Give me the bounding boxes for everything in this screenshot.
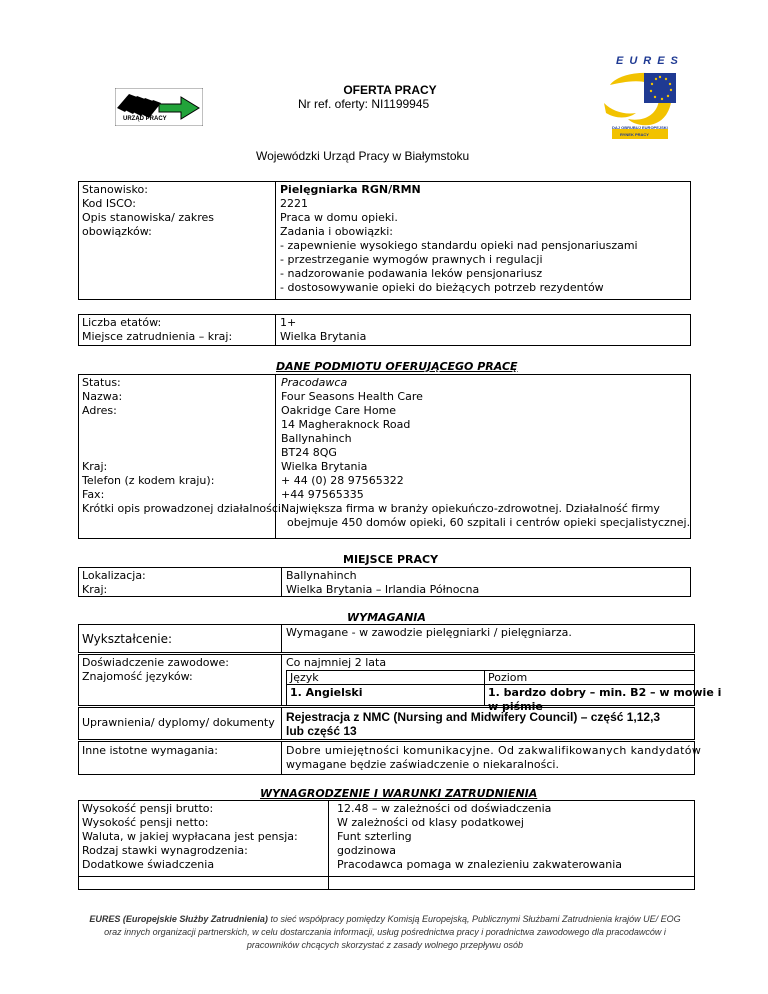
workplace-country: Wielka Brytania – Irlandia Północna <box>286 583 480 596</box>
education-row <box>78 624 695 653</box>
employer-name: Four Seasons Health Care <box>281 390 423 403</box>
salary-gross: 12.48 – w zależności od doświadczenia <box>337 802 552 815</box>
other-requirements-label: Inne istotne wymagania: <box>79 742 282 774</box>
job-place: Wielka Brytania <box>280 330 367 343</box>
footer-eures-name: EURES (Europejskie Służby Zatrudnienia) <box>89 914 268 924</box>
salary-table <box>78 800 695 890</box>
language-column-header: Język <box>290 671 319 684</box>
salary-currency: Funt szterling <box>337 830 412 843</box>
job-description-line: - zapewnienie wysokiego standardu opieki nad pensjonariuszami <box>280 239 638 252</box>
level-column-header: Poziom <box>488 671 528 684</box>
licenses-row <box>78 707 695 740</box>
job-description-line: - dostosowywanie opieki do bieżących potrzeb rezydentów <box>280 281 604 294</box>
languages-table <box>286 670 722 713</box>
salary-net: W zależności od klasy podatkowej <box>337 816 524 829</box>
eures-tagline-2: RYNEK PRACY <box>620 132 649 137</box>
experience-label: Doświadczenie zawodowe: <box>82 656 230 669</box>
workplace-table <box>78 567 691 597</box>
job-isco-label: Kod ISCO: <box>82 197 136 210</box>
office-name: Wojewódzki Urząd Pracy w Białymstoku <box>256 149 470 163</box>
job-position: Pielęgniarka RGN/RMN <box>280 183 421 196</box>
salary-benefits: Pracodawca pomaga w znalezieniu zakwaterowania <box>337 858 622 871</box>
job-description-label: Opis stanowiska/ zakres obowiązków: <box>82 211 214 238</box>
languages-label: Znajomość języków: <box>82 670 193 683</box>
urzad-pracy-logo-text: URZĄD PRACY <box>123 116 167 122</box>
footer-note <box>70 913 700 952</box>
employer-address-line: BT24 8QG <box>281 446 337 459</box>
employer-fax-label: Fax: <box>82 488 105 501</box>
licenses-line: lub część 13 <box>286 724 357 738</box>
other-requirements-line: Dobre umiejętności komunikacyjne. Od zakwalifikowanych kandydatów <box>286 744 702 757</box>
workplace-heading: MIEJSCE PRACY <box>343 553 439 566</box>
job-count: 1+ <box>280 316 297 329</box>
footer-line-1: to sieć współpracy pomiędzy Komisją Europejską, Publicznymi Służbami Zatrudnienia krajów UE/ EOG <box>267 914 681 924</box>
employer-address-label: Adres: <box>82 404 117 417</box>
language-level-line: w piśmie <box>488 700 543 713</box>
workplace-location-label: Lokalizacja: <box>82 569 146 582</box>
job-description-line: Zadania i obowiązki: <box>280 225 393 238</box>
employer-phone: + 44 (0) 28 97565322 <box>281 474 404 487</box>
experience-row <box>78 654 722 713</box>
employer-desc-label: Krótki opis prowadzonej działalności: <box>82 502 285 515</box>
employer-status-label: Status: <box>82 376 121 389</box>
eures-logo-text: EURES <box>616 55 684 67</box>
employer-heading: DANE PODMIOTU OFERUJĄCEGO PRACĘ <box>276 360 518 373</box>
job-labels <box>79 182 276 299</box>
job-count-table <box>78 314 691 346</box>
employer-desc-line: obejmuje 450 domów opieki, 60 szpitali i centrów opieki specjalistycznej. <box>287 516 691 529</box>
salary-gross-label: Wysokość pensji brutto: <box>82 802 214 815</box>
reference-line <box>298 97 429 111</box>
salary-rate-type-label: Rodzaj stawki wynagrodzenia: <box>82 844 248 857</box>
job-description-line: Praca w domu opieki. <box>280 211 398 224</box>
job-values <box>276 182 690 299</box>
reference-label: Nr ref. oferty: <box>298 97 369 111</box>
employer-name-label: Nazwa: <box>82 390 123 403</box>
employer-phone-label: Telefon (z kodem kraju): <box>82 474 215 487</box>
job-place-label: Miejsce zatrudnienia – kraj: <box>82 330 233 343</box>
reference-number: NI1199945 <box>371 97 430 111</box>
eures-tagline-1: DAJ OBRUBUJ EUROPEJSKI <box>612 125 668 130</box>
job-isco: 2221 <box>280 197 308 210</box>
education-value: Wymagane - w zawodzie pielęgniarki / pielęgniarza. <box>286 626 572 639</box>
licenses-line: Rejestracja z NMC (Nursing and Midwifery Council) – część 1,12,3 <box>286 710 661 724</box>
employer-desc-line: Największa firma w branży opiekuńczo-zdrowotnej. Działalność firmy <box>281 502 660 515</box>
employer-country-label: Kraj: <box>82 460 108 473</box>
licenses-label: Uprawnienia/ dyplomy/ dokumenty <box>79 708 282 739</box>
other-requirements-line: wymagane będzie zaświadczenie o niekaralności. <box>286 758 559 771</box>
job-description-line: - przestrzeganie wymogów prawnych i regulacji <box>280 253 543 266</box>
employer-fax: +44 97565335 <box>281 488 364 501</box>
salary-benefits-label: Dodatkowe świadczenia <box>82 858 215 871</box>
workplace-country-label: Kraj: <box>82 583 108 596</box>
job-position-label: Stanowisko: <box>82 183 148 196</box>
salary-heading: WYNAGRODZENIE I WARUNKI ZATRUDNIENIA <box>260 787 538 800</box>
urzad-pracy-logo <box>115 88 203 126</box>
employer-address-line: 14 Magheraknock Road <box>281 418 411 431</box>
job-table <box>78 181 691 300</box>
language-name: 1. Angielski <box>290 686 363 699</box>
workplace-location: Ballynahinch <box>286 569 357 582</box>
experience-value: Co najmniej 2 lata <box>286 656 387 669</box>
language-level-line: 1. bardzo dobry – min. B2 – w mowie i <box>488 686 722 699</box>
footer-line-3: pracowników chcących skorzystać z zasady wolnego przepływu osób <box>246 940 524 950</box>
employer-address-line: Oakridge Care Home <box>281 404 397 417</box>
document-title: OFERTA PRACY <box>343 83 437 97</box>
other-requirements-row <box>78 741 702 775</box>
employer-country: Wielka Brytania <box>281 460 368 473</box>
requirements-heading: WYMAGANIA <box>347 611 426 624</box>
salary-rate-type: godzinowa <box>337 844 396 857</box>
employer-table <box>78 374 691 539</box>
salary-net-label: Wysokość pensji netto: <box>82 816 209 829</box>
employer-status: Pracodawca <box>281 376 348 389</box>
employer-address-line: Ballynahinch <box>281 432 352 445</box>
salary-currency-label: Waluta, w jakiej wypłacana jest pensja: <box>82 830 298 843</box>
education-label: Wykształcenie: <box>79 625 282 652</box>
job-description-line: - nadzorowanie podawania leków pensjonariusz <box>280 267 543 280</box>
eures-logo <box>598 55 682 141</box>
job-count-label: Liczba etatów: <box>82 316 162 329</box>
footer-line-2: oraz innych organizacji partnerskich, w celu dostarczania informacji, usług pośrednictwa pracy i poradnictwa zawodowego dla pracodawców i <box>104 927 666 937</box>
